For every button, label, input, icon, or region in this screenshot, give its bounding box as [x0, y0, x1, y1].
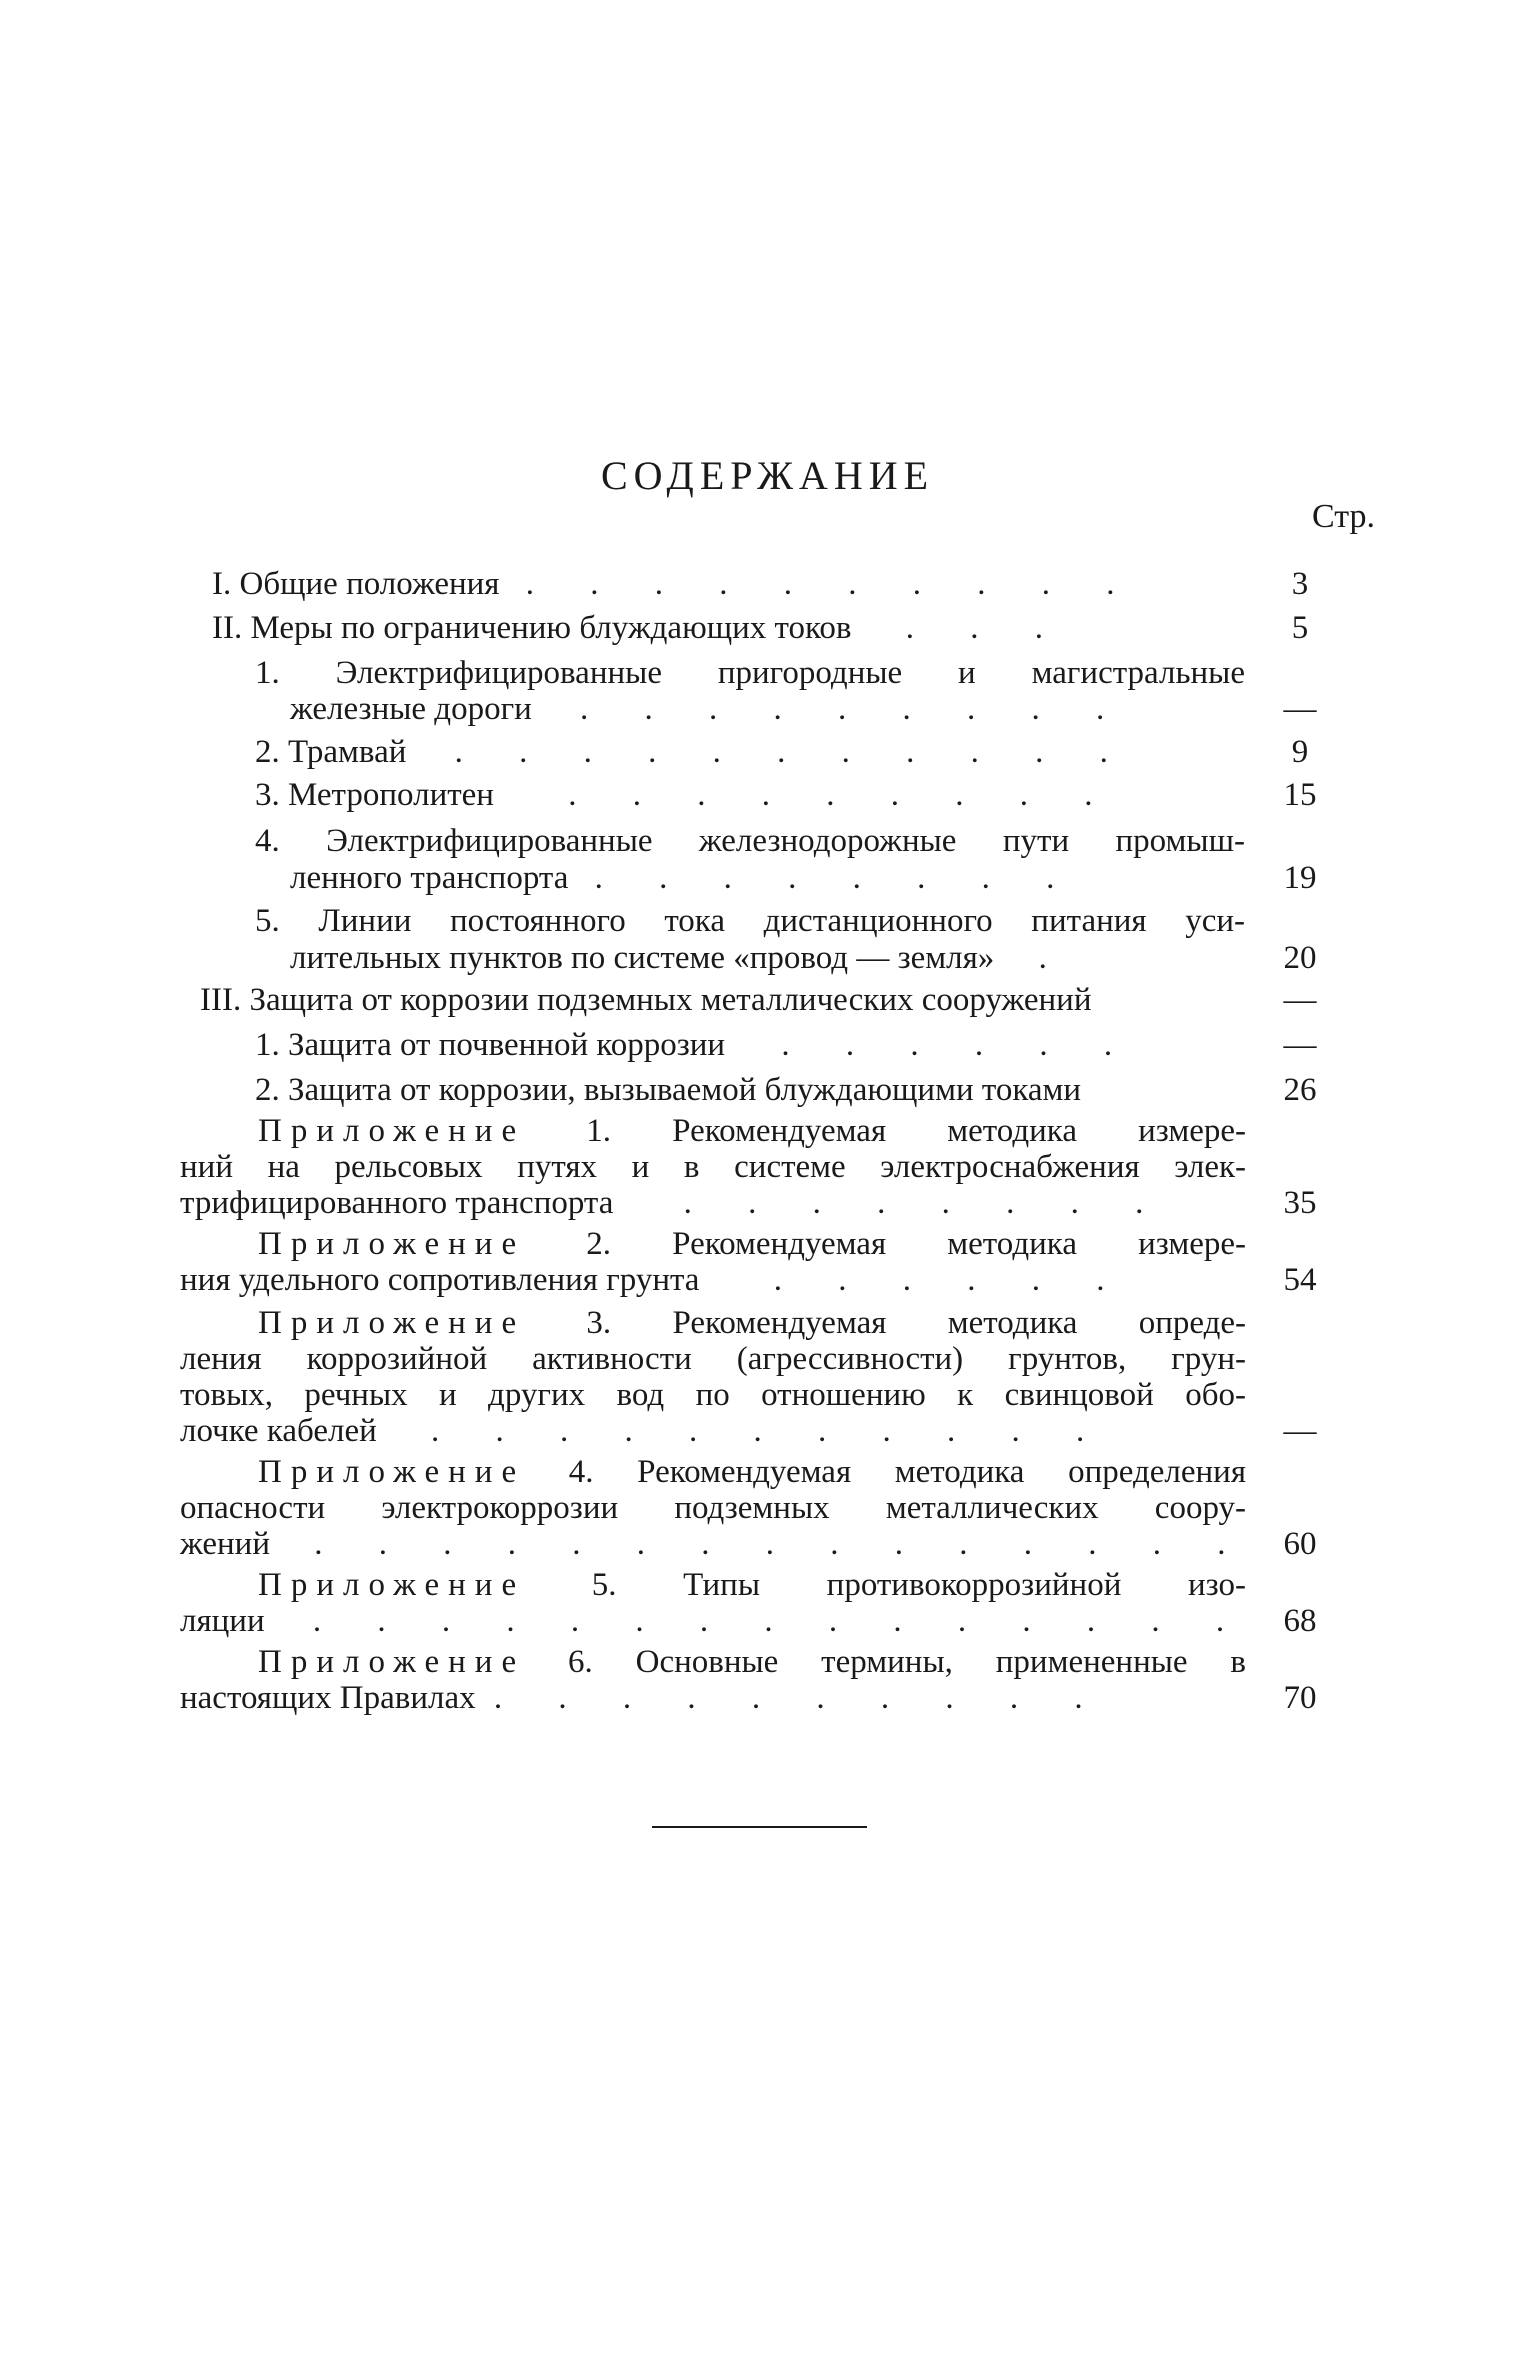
toc-page-number: 19 [1283, 860, 1317, 896]
page-title: СОДЕРЖАНИЕ [600, 453, 935, 498]
toc-page-number: — [1283, 691, 1317, 727]
toc-leader-dots: . . . . . . . . . . [493, 1680, 1107, 1716]
toc-entry-text-continued: трифицированного транспорта [180, 1185, 614, 1221]
toc-page-number: — [1283, 1027, 1317, 1063]
toc-leader-dots: . . . [905, 610, 1067, 646]
toc-page-number: 26 [1283, 1072, 1317, 1108]
toc-leader-dots: . . . . . . . . . [580, 691, 1129, 727]
toc-entry-text-continued: лочке кабелей [180, 1413, 377, 1449]
toc-page-number: 35 [1283, 1185, 1317, 1221]
toc-leader-dots: . . . . . . [781, 1027, 1137, 1063]
toc-leader-dots: . . . . . . . . . [568, 777, 1117, 813]
toc-leader-dots: . . . . . . . . . . [525, 566, 1139, 602]
toc-entry-text-continued: ния удельного сопротивления грунта [180, 1262, 700, 1298]
toc-entry-text-continued: жений [180, 1526, 270, 1562]
appendix-label: Приложение [258, 1113, 526, 1149]
toc-entry-text: 3. Метрополитен [255, 777, 494, 813]
toc-page-number: 54 [1283, 1262, 1317, 1298]
toc-page-number: — [1283, 1413, 1317, 1449]
toc-page-number: 60 [1283, 1526, 1317, 1562]
toc-page-number: 5 [1291, 610, 1309, 646]
toc-entry-text: I. Общие положения [212, 566, 500, 602]
toc-entry-text-continued: ний на рельсовых путях и в системе электроснабжения элек- [180, 1149, 1246, 1185]
toc-entry-text-continued: ленного транспорта [290, 860, 569, 896]
toc-entry-text-continued: ляции [180, 1603, 265, 1639]
toc-entry-text: 1. Электрифицированные пригородные и магистральные [255, 655, 1245, 691]
closing-rule [652, 1826, 867, 1828]
page-column-heading: Стр. [1311, 498, 1375, 535]
toc-leader-dots: . [1038, 940, 1071, 976]
appendix-label: Приложение [258, 1454, 526, 1490]
toc-entry-text: 3. Рекомендуемая методика опреде- [586, 1305, 1247, 1341]
toc-entry-text-continued: товых, речных и других вод по отношению к свинцовой обо- [180, 1377, 1246, 1413]
toc-entry-text: 5. Линии постоянного тока дистанционного питания уси- [255, 903, 1245, 939]
toc-entry-text: 2. Рекомендуемая методика измере- [586, 1226, 1246, 1262]
toc-entry-text: II. Меры по ограничению блуждающих токов [212, 610, 852, 646]
toc-page-number: 15 [1283, 777, 1317, 813]
toc-leader-dots: . . . . . . . . . . . [431, 1413, 1109, 1449]
toc-entry-text: 4. Рекомендуемая методика определения [568, 1454, 1247, 1490]
toc-page-number: — [1283, 982, 1317, 1018]
toc-entry-text: 6. Основные термины, примененные в [568, 1644, 1246, 1680]
toc-page-number: 3 [1291, 566, 1309, 602]
toc-page-number: 70 [1283, 1680, 1317, 1716]
toc-leader-dots: . . . . . . [773, 1262, 1129, 1298]
toc-entry-text-continued: опасности электрокоррозии подземных металлических соору- [180, 1490, 1246, 1526]
toc-leader-dots: . . . . . . . . . . . [454, 734, 1132, 770]
toc-entry-text: 2. Трамвай [255, 734, 407, 770]
toc-entry-text: 4. Электрифицированные железнодорожные пути промыш- [255, 823, 1245, 859]
toc-entry-text: 2. Защита от коррозии, вызываемой блуждающими токами [255, 1072, 1082, 1108]
toc-leader-dots: . . . . . . . . [594, 860, 1079, 896]
toc-page-number: 68 [1283, 1603, 1317, 1639]
toc-page-number: 9 [1291, 734, 1309, 770]
toc-entry-text: 1. Защита от почвенной коррозии [255, 1027, 726, 1063]
toc-entry-text-continued: настоящих Правилах [180, 1680, 476, 1716]
toc-entry-text-continued: лительных пунктов по системе «провод — земля» [290, 940, 995, 976]
toc-page-number: 20 [1283, 940, 1317, 976]
toc-entry-text: 1. Рекомендуемая методика измере- [586, 1113, 1246, 1149]
appendix-label: Приложение [258, 1567, 526, 1603]
toc-leader-dots: . . . . . . . . . . . . . . . [312, 1603, 1249, 1639]
toc-leader-dots: . . . . . . . . [683, 1185, 1168, 1221]
appendix-label: Приложение [258, 1644, 526, 1680]
toc-entry-text-continued: железные дороги [290, 691, 532, 727]
toc-entry-text: 5. Типы противокоррозийной изо- [591, 1567, 1247, 1603]
toc-entry-text-continued: ления коррозийной активности (агрессивности) грунтов, грун- [180, 1341, 1246, 1377]
appendix-label: Приложение [258, 1305, 526, 1341]
toc-leader-dots: . . . . . . . . . . . . . . . [314, 1526, 1250, 1562]
toc-entry-text: III. Защита от коррозии подземных металлических сооружений [200, 982, 1092, 1018]
appendix-label: Приложение [258, 1226, 526, 1262]
